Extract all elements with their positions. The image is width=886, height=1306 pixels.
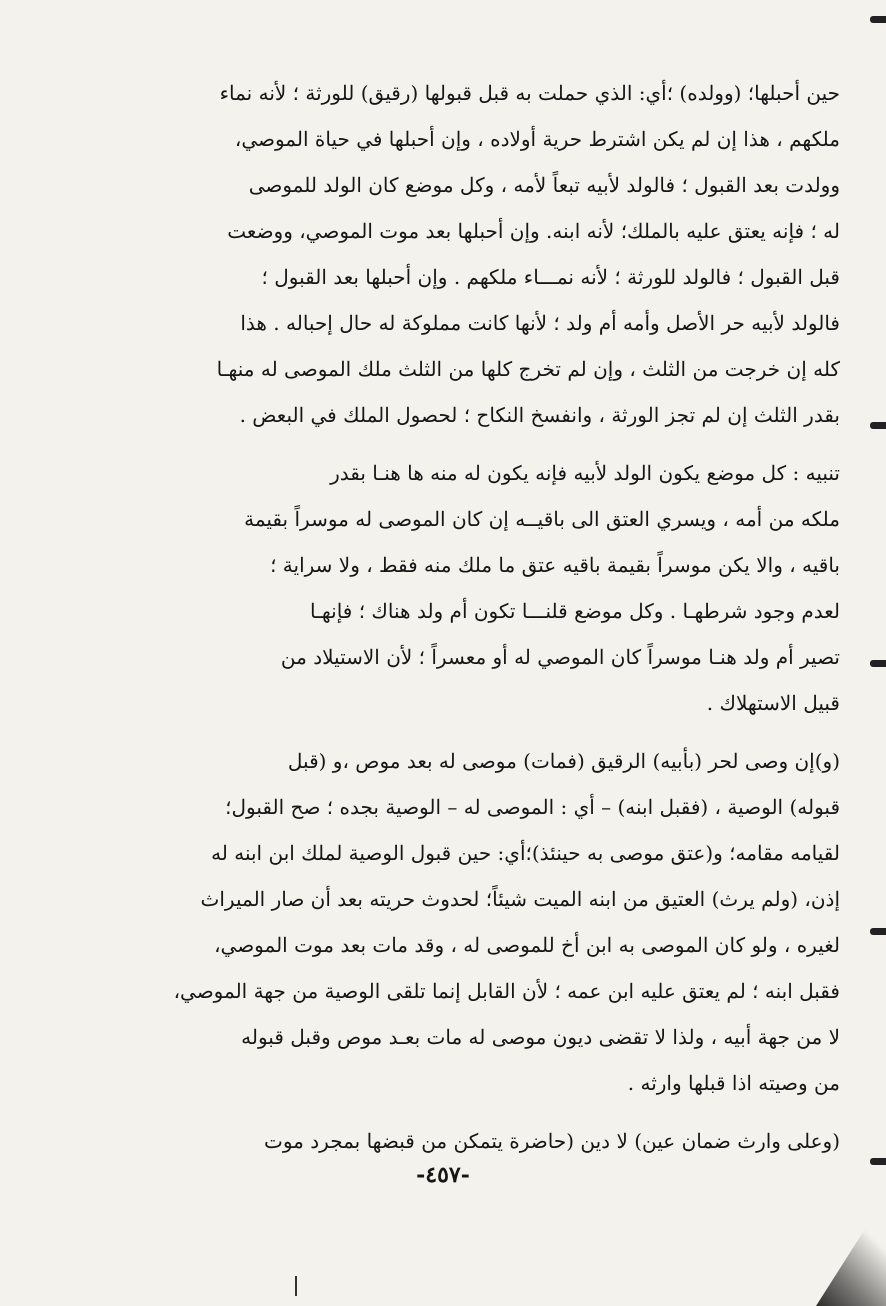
text-line: فالولد لأبيه حر الأصل وأمه أم ولد ؛ لأنها كانت مملوكة له حال إحباله . هذا (240, 311, 840, 335)
text-line: باقيه ، والا يكن موسراً بقيمة باقيه عتق ما ملك منه فقط ، ولا سراية ؛ (270, 553, 840, 577)
text-line: إذن، (ولم يرث) العتيق من ابنه الميت شيئاً؛ لحدوث حريته بعد أن صار الميراث (200, 887, 840, 911)
text-line: لا من جهة أبيه ، ولذا لا تقضى ديون موصى له مات بعـد موص وقبل قبوله (241, 1025, 840, 1049)
text-line: قبل القبول ؛ فالولد للورثة ؛ لأنه نمـــاء ملكهم . وإن أحبلها بعد القبول ؛ (261, 265, 840, 289)
paragraph-2-note (150, 450, 840, 726)
text-line: فقبل ابنه ؛ لم يعتق عليه ابن عمه ؛ لأن القابل إنما تلقى الوصية من جهة الموصي، (173, 979, 840, 1003)
text-line: حين أحبلها؛ (وولده) ؛أي: الذي حملت به قبل قبولها (رقيق) للورثة ؛ لأنه نماء (219, 81, 840, 105)
paragraph-4 (150, 1118, 840, 1164)
margin-mark (870, 928, 886, 935)
text-line: ملكه من أمه ، ويسري العتق الى باقيــه إن كان الموصى له موسراً بقيمة (244, 507, 840, 531)
text-line: كله إن خرجت من الثلث ، وإن لم تخرج كلها من الثلث ملك الموصى له منهـا (216, 357, 840, 381)
text-line: قبوله) الوصية ، (فقبل ابنه) – أي : الموصى له – الوصية بجده ؛ صح القبول؛ (225, 795, 840, 819)
text-line: (و)إن وصى لحر (بأبيه) الرقيق (فمات) موصى له بعد موص ،و (قبل (287, 749, 840, 773)
margin-mark (870, 422, 886, 429)
page-corner-shadow (816, 1196, 886, 1306)
text-line: من وصيته اذا قبلها وارثه . (627, 1071, 840, 1095)
text-line: (وعلى وارث ضمان عين) لا دين (حاضرة يتمكن من قبضها بمجرد موت (264, 1129, 840, 1153)
stray-mark (295, 1276, 297, 1296)
text-line: بقدر الثلث إن لم تجز الورثة ، وانفسخ النكاح ؛ لحصول الملك في البعض . (239, 403, 840, 427)
paragraph-1 (150, 70, 840, 438)
text-line: تصير أم ولد هنـا موسراً كان الموصي له أو معسراً ؛ لأن الاستيلاد من (280, 645, 840, 669)
text-line: لغيره ، ولو كان الموصى به ابن أخ للموصى له ، وقد مات بعد موت الموصي، (214, 933, 840, 957)
page-body-text (150, 70, 840, 1164)
text-line: له ؛ فإنه يعتق عليه بالملك؛ لأنه ابنه. وإن أحبلها بعد موت الموصي، ووضعت (227, 219, 840, 243)
page-number: -٤٥٧- (416, 1162, 470, 1188)
text-line: لقيامه مقامه؛ و(عتق موصى به حينئذ)؛أي: حين قبول الوصية لملك ابن ابنه له (211, 841, 840, 865)
text-line: لعدم وجود شرطهـا . وكل موضع قلنـــا تكون أم ولد هناك ؛ فإنهـا (309, 599, 840, 623)
paragraph-3 (150, 738, 840, 1106)
text-line: تنبيه : كل موضع يكون الولد لأبيه فإنه يكون له منه ها هنـا بقدر (330, 461, 840, 485)
margin-mark (870, 1158, 886, 1165)
margin-mark (870, 660, 886, 667)
margin-mark (870, 16, 886, 23)
text-line: قبيل الاستهلاك . (706, 691, 840, 715)
text-line: ملكهم ، هذا إن لم يكن اشترط حرية أولاده ، وإن أحبلها في حياة الموصي، (234, 127, 840, 151)
text-line: وولدت بعد القبول ؛ فالولد لأبيه تبعاً لأمه ، وكل موضع كان الولد للموصى (248, 173, 840, 197)
